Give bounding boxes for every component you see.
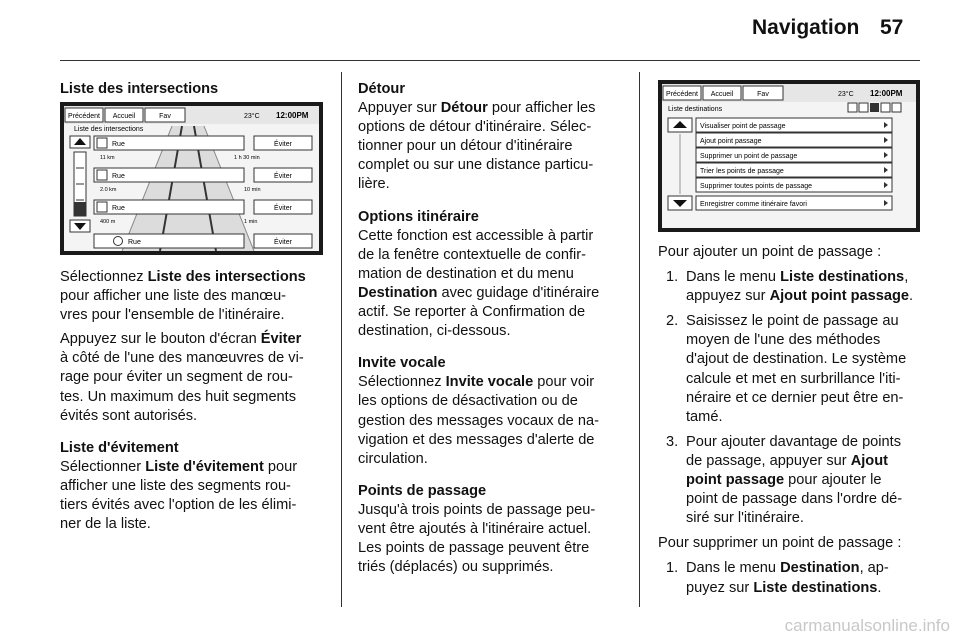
menu-item-1[interactable] xyxy=(696,118,892,132)
distance-label-2: 2.0 km xyxy=(100,187,117,193)
clock-readout: 12:00PM xyxy=(276,111,309,120)
svg-text:Ajout point passage: Ajout point passage xyxy=(700,138,762,145)
road-label-2: Rue xyxy=(112,173,125,180)
waypoints-paragraph: Jusqu'à trois points de passage peu- vent être ajoutés à l'itinéraire actuel. Les points de passage peuvent être triés (déplacés) ou supprimés. xyxy=(358,501,596,576)
road-label-4: Rue xyxy=(128,239,141,246)
column-2 xyxy=(358,80,633,577)
home-button-2[interactable]: Accueil xyxy=(710,91,734,98)
page-title: Navigation xyxy=(752,16,860,39)
section-heading-intersections: Liste des intersections xyxy=(60,81,219,97)
avoid-button-2[interactable]: Éviter xyxy=(274,173,292,180)
time-label-1: 1 h 30 min xyxy=(234,155,260,161)
svg-text:Supprimer un point de passage: Supprimer un point de passage xyxy=(700,153,798,160)
time-label-2: 10 min xyxy=(244,187,261,193)
temperature-readout-2: 23°C xyxy=(838,91,854,98)
column-divider-1 xyxy=(341,72,342,607)
intersections-paragraph: Sélectionnez Liste des intersections pour afficher une liste des manœu- vres pour l'ensemble de l'itinéraire. xyxy=(60,269,306,324)
column-1-body xyxy=(60,268,335,534)
column-3 xyxy=(658,243,928,604)
destination-list-screen xyxy=(662,84,916,228)
avoid-button-4[interactable]: Éviter xyxy=(274,239,292,246)
time-label-3: 1 min xyxy=(244,219,258,225)
step-2: 2. Saisissez le point de passage au moyen de l'une des méthodes d'ajout de destination. Le système calcule et met en surbrillance l'iti- néraire et ce dernier peut être en- tamé. xyxy=(666,313,907,425)
header-rule xyxy=(60,60,920,61)
avoid-paragraph: Appuyez sur le bouton d'écran Éviter à côté de l'une des manœuvres de vi- rage pour éviter un segment de rou- tes. Un maximum des huit segments évités sont autorisés. xyxy=(60,331,304,424)
remove-waypoint-intro: Pour supprimer un point de passage : xyxy=(658,535,902,552)
intersection-list-screen xyxy=(64,106,319,251)
section-heading-avoid-list: Liste d'évitement xyxy=(60,439,179,456)
prev-button-2[interactable]: Précédent xyxy=(666,91,698,98)
menu-item-3[interactable] xyxy=(696,148,892,162)
step-1: 1. Dans le menu Liste destinations, appuyez sur Ajout point passage. xyxy=(666,269,914,305)
svg-text:Enregistrer comme itinéraire f: Enregistrer comme itinéraire favori xyxy=(700,201,807,208)
menu-item-4[interactable] xyxy=(696,163,892,177)
menu-item-2[interactable] xyxy=(696,133,892,147)
road-label-1: Rue xyxy=(112,141,125,148)
add-waypoint-steps xyxy=(658,268,928,528)
section-heading-voice-prompt: Invite vocale xyxy=(358,355,446,372)
detour-paragraph: Appuyer sur Détour pour afficher les options de détour d'itinéraire. Sélec- tionner pour un détour d'itinéraire complet ou sur une distance particu- lière. xyxy=(358,100,596,193)
road-label-3: Rue xyxy=(112,205,125,212)
column-divider-2 xyxy=(639,72,640,607)
voice-prompt-paragraph: Sélectionnez Invite vocale pour voir les options de désactivation ou de gestion des messages vocaux de na- vigation et des messages d'alerte de circulation. xyxy=(358,374,599,467)
fav-button-2[interactable]: Fav xyxy=(757,91,769,98)
section-heading-route-options: Options itinéraire xyxy=(358,208,479,225)
svg-text:Trier les points de passage: Trier les points de passage xyxy=(700,168,784,175)
avoid-button-1[interactable]: Éviter xyxy=(274,141,292,148)
step-3: 3. Pour ajouter davantage de points de passage, appuyer sur Ajout point passage pour ajouter le point de passage dans l'ordre dé- siré sur l'itinéraire. xyxy=(666,433,903,527)
route-options-paragraph: Cette fonction est accessible à partir de la fenêtre contextuelle de confir- mation de destination et du menu Destination avec guidage d'itinéraire actif. Se reporter à Confirmation de destination, ci-dessous. xyxy=(358,227,600,340)
section-heading-detour: Détour xyxy=(358,81,406,97)
avoid-button-3[interactable]: Éviter xyxy=(274,205,292,212)
menu-item-6[interactable] xyxy=(696,196,892,210)
watermark: carmanualsonline.info xyxy=(784,616,950,635)
section-heading-waypoints: Points de passage xyxy=(358,482,487,499)
remove-step-1: 1. Dans le menu Destination, ap- puyez sur Liste destinations. xyxy=(666,560,889,596)
menu-item-5[interactable] xyxy=(696,178,892,192)
fav-button[interactable]: Fav xyxy=(159,113,171,120)
svg-text:Supprimer toutes points de pas: Supprimer toutes points de passage xyxy=(700,183,813,190)
prev-button[interactable]: Précédent xyxy=(68,113,100,120)
page-number: 57 xyxy=(880,16,904,39)
screenshot-destination-list xyxy=(658,80,920,232)
screenshot-intersection-list xyxy=(60,102,323,255)
temperature-readout: 23°C xyxy=(244,113,260,120)
avoid-list-paragraph: Sélectionner Liste d'évitement pour afficher une liste des segments rou- tiers évités avec l'option de les élimi- ner de la liste. xyxy=(60,458,298,533)
add-waypoint-intro: Pour ajouter un point de passage : xyxy=(658,244,882,260)
remove-waypoint-steps xyxy=(658,559,928,597)
waypoint-status-icons xyxy=(848,103,901,112)
svg-text:Visualiser point de passage: Visualiser point de passage xyxy=(700,123,786,130)
column-1 xyxy=(60,80,330,99)
screen-subtitle: Liste des intersections xyxy=(74,126,144,133)
home-button[interactable]: Accueil xyxy=(112,113,136,120)
clock-readout-2: 12:00PM xyxy=(870,89,903,98)
intersection-row-4 xyxy=(94,234,312,248)
distance-label-3: 400 m xyxy=(100,219,116,225)
screen-subtitle-2: Liste destinations xyxy=(668,106,723,113)
distance-label-1: 11 km xyxy=(100,155,115,161)
